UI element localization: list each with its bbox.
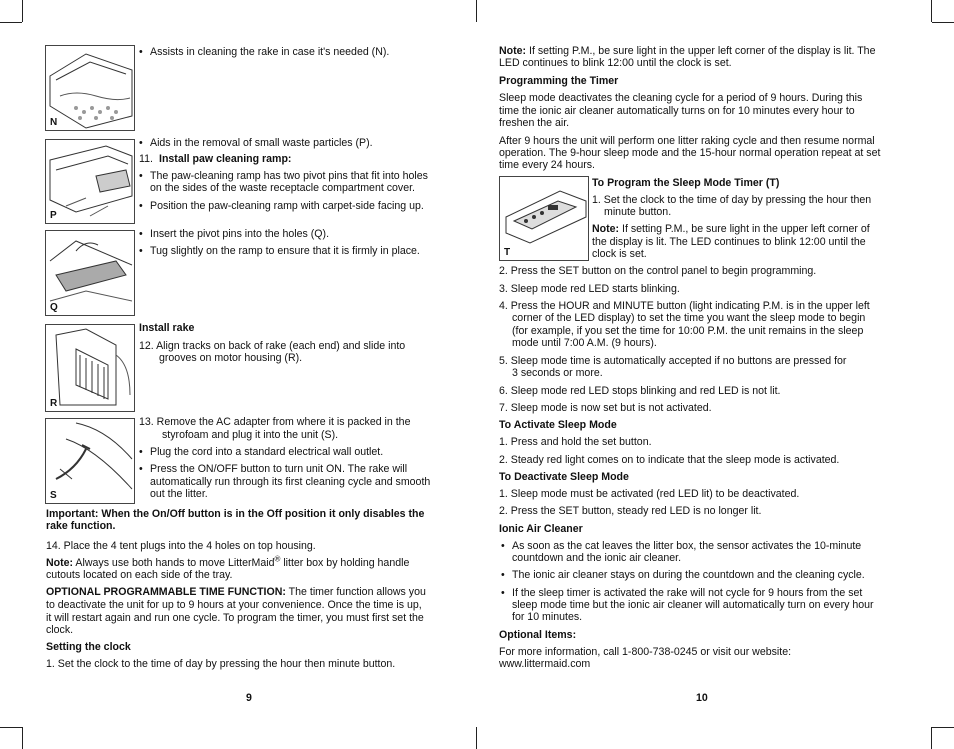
text-line: grooves on motor housing (R). bbox=[159, 352, 303, 364]
section-heading: Setting the clock bbox=[46, 641, 131, 653]
text-line: time every 24 hours. bbox=[499, 159, 595, 171]
bullet: • bbox=[139, 137, 143, 149]
section-heading: Programming the Timer bbox=[499, 75, 619, 87]
text-line: For more information, call 1-800-738-0245 or visit our website: bbox=[499, 646, 792, 658]
text-line: If the sleep timer is activated the rake will not cycle for 9 hours from the set bbox=[512, 587, 863, 599]
text-line: Assists in cleaning the rake in case it's needed (N). bbox=[150, 46, 390, 58]
bullet: • bbox=[501, 540, 505, 552]
text-line: 12. Align tracks on back of rake (each end) and slide into bbox=[139, 340, 406, 352]
text-line: freshen the air. bbox=[499, 117, 570, 129]
note-text: If setting P.M., be sure light in the upper left corner of bbox=[619, 223, 870, 235]
text-line: As soon as the cat leaves the litter box, the sensor activates the 10-minute bbox=[512, 540, 862, 552]
note-line bbox=[499, 45, 875, 58]
note-text: litter box by holding handle bbox=[280, 557, 410, 569]
text-line: it will restart again and run one cycle. To program the timer, you must first set the bbox=[46, 612, 424, 624]
important-note: Important: When the On/Off button is in the Off position it only disables the bbox=[46, 508, 425, 520]
text-line: automatically run through its first cleaning cycle and smooth bbox=[150, 476, 431, 488]
text-line: 14. Place the 4 tent plugs into the 4 holes on top housing. bbox=[46, 540, 316, 552]
text-line: Tug slightly on the ramp to ensure that it is firmly in place. bbox=[150, 245, 420, 257]
bullet: • bbox=[139, 170, 143, 182]
website-link[interactable]: www.littermaid.com bbox=[499, 658, 591, 670]
section-heading: To Activate Sleep Mode bbox=[499, 419, 617, 431]
text-line: 1. Set the clock to the time of day by pressing the hour then bbox=[592, 194, 872, 206]
optional-line bbox=[46, 586, 426, 599]
figure-label: P bbox=[50, 210, 57, 221]
note-label: Note: bbox=[592, 223, 620, 235]
figure-label: R bbox=[50, 398, 58, 409]
section-heading: To Program the Sleep Mode Timer (T) bbox=[592, 177, 780, 189]
text-line: 13. Remove the AC adapter from where it is packed in the bbox=[139, 416, 411, 428]
section-heading: Optional Items: bbox=[499, 629, 577, 641]
text-line: clock. bbox=[46, 624, 74, 636]
text-line: Insert the pivot pins into the holes (Q). bbox=[150, 228, 330, 240]
text-line: on the sides of the waste receptacle compartment cover. bbox=[150, 182, 415, 194]
text-line: 2. Press the SET button, steady red LED is no longer lit. bbox=[499, 505, 762, 517]
text-line: (for example, if you set the time for 10:00 P.M. the unit remains in the sleep bbox=[512, 325, 864, 337]
note-label: Note: bbox=[46, 557, 74, 569]
figure-label: T bbox=[504, 247, 511, 258]
text-line: mode until 7:00 A.M. (9 hours). bbox=[512, 337, 657, 349]
important-note: rake function. bbox=[46, 520, 116, 532]
bullet: • bbox=[501, 569, 505, 581]
text-line: sleep mode time but the ionic air cleaner will automatically turn on every hour bbox=[512, 599, 874, 611]
text-line: 2. Press the SET button on the control panel to begin programming. bbox=[499, 265, 817, 277]
text-line: to deactivate the unit for up to 9 hours at your convenience. Once the time is up, bbox=[46, 599, 422, 611]
text-line: The paw-cleaning ramp has two pivot pins that fit into holes bbox=[150, 170, 428, 182]
note-line bbox=[46, 554, 410, 570]
text-line: styrofoam and plug it into the unit (S). bbox=[162, 429, 339, 441]
page-number: 10 bbox=[696, 692, 708, 704]
text-line: clock is set. bbox=[592, 248, 647, 260]
text-line: minute button. bbox=[604, 206, 672, 218]
text-line: 7. Sleep mode is now set but is not activated. bbox=[499, 402, 712, 414]
section-heading: To Deactivate Sleep Mode bbox=[499, 471, 629, 483]
text-line: Plug the cord into a standard electrical wall outlet. bbox=[150, 446, 384, 458]
bullet: • bbox=[139, 200, 143, 212]
page-number: 9 bbox=[246, 692, 252, 704]
text-line: 1. Set the clock to the time of day by pressing the hour then minute button. bbox=[46, 658, 396, 670]
note-label: Note: bbox=[499, 45, 527, 57]
text-line: Sleep mode deactivates the cleaning cycle for a period of 9 hours. During this bbox=[499, 92, 863, 104]
figure-label: Q bbox=[50, 302, 58, 313]
text-line: 6. Sleep mode red LED stops blinking and red LED is not lit. bbox=[499, 385, 781, 397]
text-line: LED continues to blink 12:00 until the clock is set. bbox=[499, 57, 732, 69]
note-text: If setting P.M., be sure light in the upper left corner of the display is lit. The bbox=[526, 45, 876, 57]
text-line: for 10 minutes. bbox=[512, 611, 583, 623]
text-line: 4. Press the HOUR and MINUTE button (light indicating P.M. is in the upper left bbox=[499, 300, 870, 312]
text-line: Aids in the removal of small waste particles (P). bbox=[150, 137, 373, 149]
text-line: 5. Sleep mode time is automatically accepted if no buttons are pressed for bbox=[499, 355, 847, 367]
bullet: • bbox=[501, 587, 505, 599]
text-line: cutouts located on each side of the tray. bbox=[46, 569, 233, 581]
text-line: countdown and the ionic air cleaner. bbox=[512, 552, 682, 564]
figure-label: N bbox=[50, 117, 58, 128]
text-line: 3. Sleep mode red LED starts blinking. bbox=[499, 283, 680, 295]
note-line bbox=[592, 223, 870, 236]
text-line: 1. Sleep mode must be activated (red LED lit) to be deactivated. bbox=[499, 488, 800, 500]
text-line: out the litter. bbox=[150, 488, 208, 500]
text-line: operation. The 9-hour sleep mode and the 15-hour normal operation repeat at set bbox=[499, 147, 881, 159]
optional-label: OPTIONAL PROGRAMMABLE TIME FUNCTION: bbox=[46, 586, 286, 598]
step-title: Install paw cleaning ramp: bbox=[159, 153, 292, 165]
section-heading: Install rake bbox=[139, 322, 195, 334]
section-heading: Ionic Air Cleaner bbox=[499, 523, 583, 535]
text-line: 3 seconds or more. bbox=[512, 367, 603, 379]
text-line: 1. Press and hold the set button. bbox=[499, 436, 652, 448]
text-line: 2. Steady red light comes on to indicate that the sleep mode is activated. bbox=[499, 454, 840, 466]
text-line: corner of the LED display) to set the time you want the sleep mode to begin bbox=[512, 312, 866, 324]
note-text: Always use both hands to move LitterMaid bbox=[73, 557, 275, 569]
bullet: • bbox=[139, 446, 143, 458]
registered-mark: ® bbox=[274, 554, 281, 564]
text-line: Press the ON/OFF button to turn unit ON. The rake will bbox=[150, 463, 408, 475]
step-number: 11. bbox=[139, 153, 153, 165]
bullet: • bbox=[139, 228, 143, 240]
optional-text: The timer function allows you bbox=[285, 586, 426, 598]
figure-label: S bbox=[50, 490, 57, 501]
text-line: After 9 hours the unit will perform one litter raking cycle and then resume normal bbox=[499, 135, 875, 147]
bullet: • bbox=[139, 46, 143, 58]
text-line: the display is lit. The LED continues to blink 12:00 until the bbox=[592, 236, 866, 248]
bullet: • bbox=[139, 463, 143, 475]
bullet: • bbox=[139, 245, 143, 257]
text-line: Position the paw-cleaning ramp with carpet-side facing up. bbox=[150, 200, 424, 212]
text-line: The ionic air cleaner stays on during the countdown and the cleaning cycle. bbox=[512, 569, 865, 581]
right-page bbox=[477, 0, 954, 749]
text-line: time the ionic air cleaner automatically turns on for 10 minutes every hour to bbox=[499, 105, 855, 117]
